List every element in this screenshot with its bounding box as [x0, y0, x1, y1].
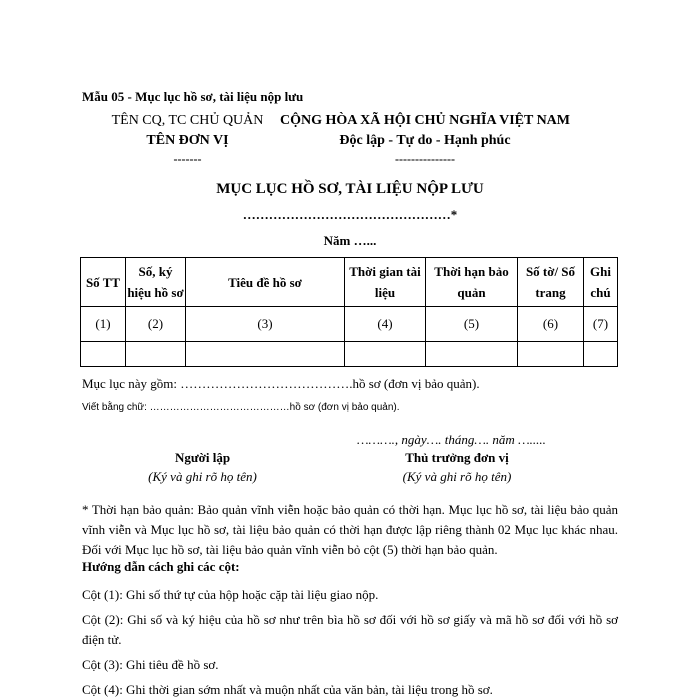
col-number: (3) — [186, 307, 345, 342]
col-header-retention: Thời hạn bảo quản — [426, 258, 518, 307]
guide-item: Cột (2): Ghi số và ký hiệu của hồ sơ như trên bìa hồ sơ đối với hồ sơ giấy và mã hồ sơ đối với hồ sơ điện tử. — [82, 612, 618, 647]
empty-cell — [345, 342, 426, 367]
empty-cell — [126, 342, 186, 367]
guide-title: Hướng dẫn cách ghi các cột: — [82, 559, 240, 574]
preparer-title: Người lập — [174, 450, 231, 465]
unit-name: TÊN ĐƠN VỊ — [146, 133, 229, 148]
col-header-notes: Ghi chú — [584, 258, 618, 307]
written-in-words-line: Viết bằng chữ: ……………………………………hồ sơ (đơn vị bảo quản). — [82, 402, 400, 413]
col-number: (1) — [81, 307, 126, 342]
col-number: (6) — [518, 307, 584, 342]
col-number: (7) — [584, 307, 618, 342]
summary-line: Mục lục này gồm: ………………………………….hồ sơ (đơn vị bảo quản). — [82, 376, 480, 391]
preparer-note: (Ký và ghi rõ họ tên) — [148, 469, 257, 484]
records-table — [80, 257, 618, 367]
guide-item: Cột (3): Ghi tiêu đề hồ sơ. — [82, 657, 219, 672]
parent-agency-name: TÊN CQ, TC CHỦ QUẢN — [111, 113, 264, 128]
date-line: ………., ngày…. tháng…. năm …..... — [357, 432, 546, 447]
col-header-pages: Số tờ/ Số trang — [518, 258, 584, 307]
guide-item: Cột (4): Ghi thời gian sớm nhất và muộn nhất của văn bản, tài liệu trong hồ sơ. — [82, 682, 493, 697]
national-motto: Độc lập - Tự do - Hạnh phúc — [339, 133, 511, 148]
guide-item: Cột (1): Ghi số thứ tự của hộp hoặc cặp tài liệu giao nộp. — [82, 587, 379, 602]
col-number: (5) — [426, 307, 518, 342]
header-left-rule: ------- — [173, 152, 202, 166]
retention-footnote: * Thời hạn bảo quản: Bảo quản vĩnh viễn hoặc bảo quản có thời hạn. Mục lục hồ sơ, tài liệu bảo quản vĩnh viễn và Mục lục hồ sơ, tài liệu bảo quản có thời hạn được lập riêng thành 02 Mục lục khác nhau. Đối với Mục lục hồ sơ, tài liệu bảo quản vĩnh viễn bỏ cột (5) thời hạn bảo quản. — [82, 502, 618, 557]
unit-head-title: Thủ trưởng đơn vị — [405, 450, 509, 465]
header-right-rule: --------------- — [395, 152, 455, 166]
empty-cell — [518, 342, 584, 367]
table-header-row — [81, 258, 618, 307]
col-header-document-time: Thời gian tài liệu — [345, 258, 426, 307]
title-blank: …………………………………………* — [242, 207, 458, 222]
document-title: MỤC LỤC HỒ SƠ, TÀI LIỆU NỘP LƯU — [216, 181, 484, 197]
empty-cell — [426, 342, 518, 367]
form-label: Mẫu 05 - Mục lục hồ sơ, tài liệu nộp lưu — [82, 89, 304, 104]
col-header-file-title: Tiêu đề hồ sơ — [186, 258, 345, 307]
col-header-file-number: Số, ký hiệu hồ sơ — [126, 258, 186, 307]
empty-cell — [186, 342, 345, 367]
table-empty-row — [81, 342, 618, 367]
col-number: (2) — [126, 307, 186, 342]
col-number: (4) — [345, 307, 426, 342]
empty-cell — [81, 342, 126, 367]
table-number-row — [81, 307, 618, 342]
year-line: Năm …... — [323, 233, 377, 248]
unit-head-note: (Ký và ghi rõ họ tên) — [402, 469, 512, 484]
empty-cell — [584, 342, 618, 367]
national-title: CỘNG HÒA XÃ HỘI CHỦ NGHĨA VIỆT NAM — [279, 113, 570, 128]
col-header-stt: Số TT — [81, 258, 126, 307]
